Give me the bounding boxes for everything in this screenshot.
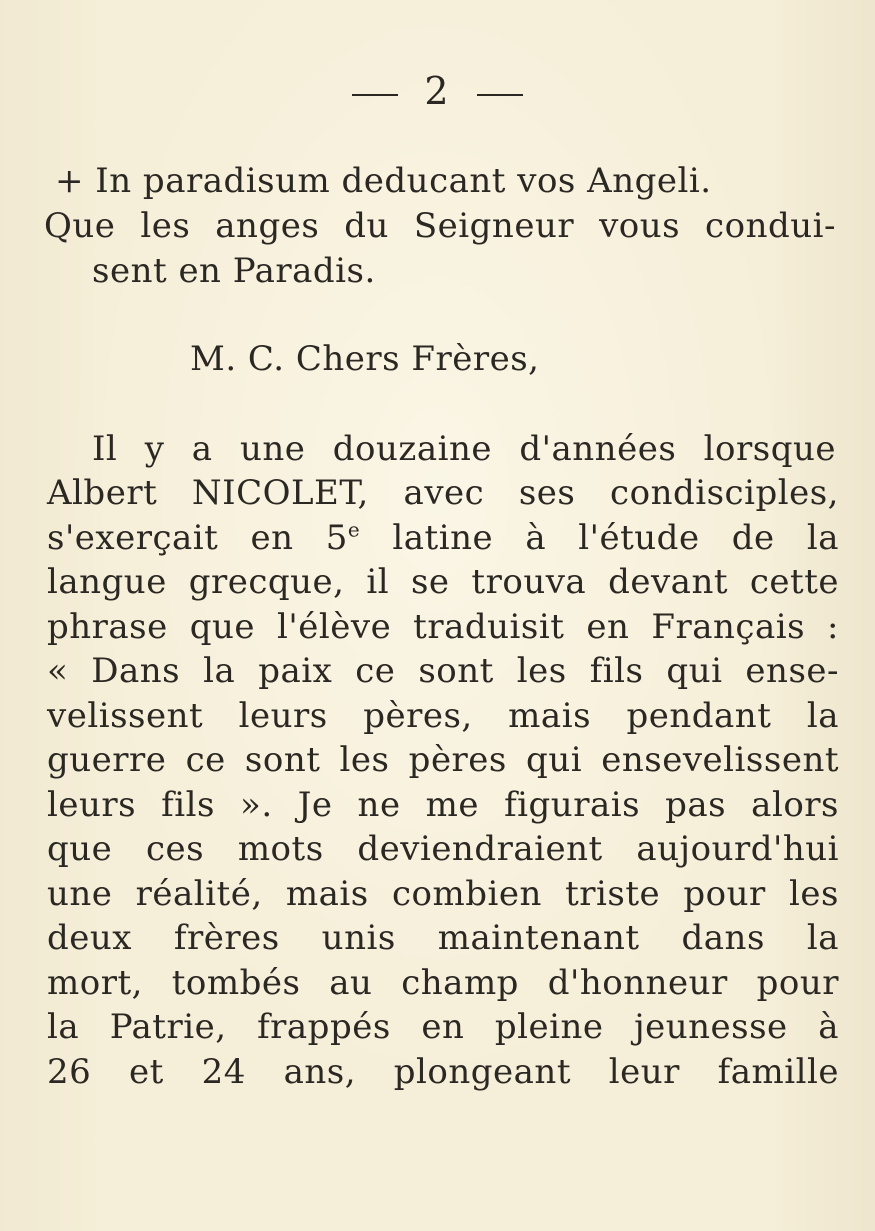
ordinal-superscript: e [347, 517, 361, 542]
invocation-french-line-2: sent en Paradis. [92, 251, 376, 291]
body-line-5: phrase que l'élève traduisit en Français : [47, 607, 839, 647]
salutation: M. C. Chers Frères, [190, 339, 540, 379]
body-line-3-start: s'exerçait en 5 [47, 518, 348, 558]
body-line-14: la Patrie, frappés en pleine jeunesse à [47, 1007, 839, 1047]
body-line-3-rest: latine à l'étude de la [360, 518, 839, 558]
invocation-latin: + In paradisum deducant vos Angeli. [55, 161, 712, 201]
body-line-13: mort, tombés au champ d'honneur pour [47, 963, 839, 1003]
body-line-8: guerre ce sont les pères qui ensevelissent [47, 740, 839, 780]
page-number [0, 66, 875, 116]
body-line-6: « Dans la paix ce sont les fils qui ense- [47, 651, 839, 691]
body-line-11: une réalité, mais combien triste pour les [47, 874, 839, 914]
page-number-text: 2 [424, 69, 451, 113]
folio-dash-right [477, 94, 523, 96]
body-line-3 [47, 516, 839, 560]
body-line-4: langue grecque, il se trouva devant cette [47, 562, 839, 602]
body-line-7: velissent leurs pères, mais pendant la [47, 696, 839, 736]
invocation-french-line-1: Que les anges du Seigneur vous condui- [44, 206, 836, 246]
body-line-9: leurs fils ». Je ne me figurais pas alors [47, 785, 839, 825]
folio-dash-left [352, 94, 398, 96]
body-line-1: Il y a une douzaine d'années lorsque [92, 429, 836, 469]
body-line-15: 26 et 24 ans, plongeant leur famille [47, 1052, 839, 1092]
body-line-12: deux frères unis maintenant dans la [47, 918, 839, 958]
body-line-2: Albert NICOLET, avec ses condisciples, [47, 473, 839, 513]
body-line-10: que ces mots deviendraient aujourd'hui [47, 829, 839, 869]
